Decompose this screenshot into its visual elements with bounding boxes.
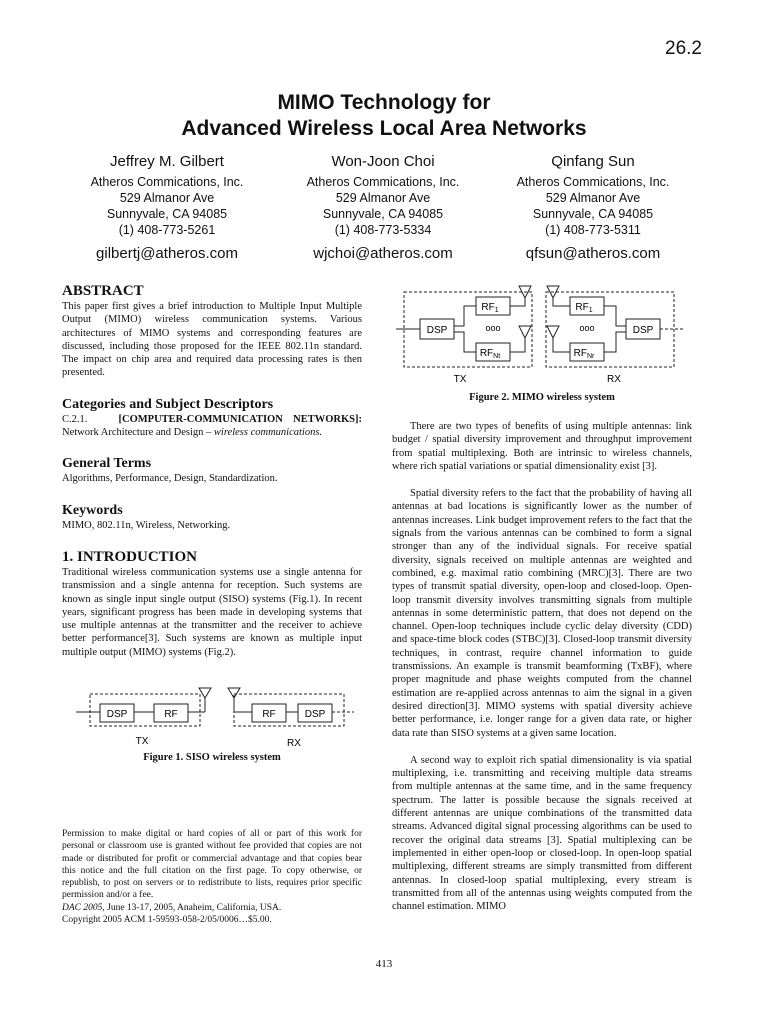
tx-link-top — [454, 306, 476, 326]
author-city: Sunnyvale, CA 94085 — [322, 207, 444, 221]
author-email[interactable]: qfsun@atheros.com — [525, 245, 661, 262]
category-subject-italic: wireless communications. — [213, 427, 323, 439]
figure1-caption: Figure 1. SISO wireless system — [143, 752, 281, 763]
permission-block — [62, 828, 362, 926]
body-paragraph-1: There are two types of benefits of using multiple antennas: link budget / spatial diversity improvement and throughput improvement from spatial multiplexing. Both are intrinsic to wireless channels, where rich spatial variations or spatial dimensionality exist [3]. — [392, 421, 692, 472]
conference-name: DAC 2005, — [62, 902, 105, 913]
mimo-figure — [392, 282, 692, 392]
rx-link-top — [604, 306, 626, 326]
tx-feed-bottom — [510, 338, 525, 352]
author-affiliation: Atheros Commications, Inc. — [516, 175, 670, 189]
general-terms-text: Algorithms, Performance, Design, Standardization. — [62, 473, 278, 485]
categories-line-1 — [62, 413, 362, 426]
rx-rfn-label: $RF_{Nr}$ — [573, 348, 595, 360]
category-subject: Network Architecture and Design – — [62, 427, 214, 439]
rx-label: RX — [607, 374, 621, 385]
author-email[interactable]: wjchoi@atheros.com — [313, 245, 453, 262]
author-name: Qinfang Sun — [551, 153, 635, 170]
author-block-1 — [52, 152, 282, 264]
title-line-1: MIMO Technology for — [277, 91, 491, 114]
tx-rfn-label: $RF_{Nt}$ — [479, 348, 501, 360]
author-city: Sunnyvale, CA 94085 — [106, 207, 228, 221]
author-phone: (1) 408-773-5334 — [334, 223, 432, 237]
category-code: C.2.1. — [62, 413, 88, 425]
author-street: 529 Almanor Ave — [545, 191, 641, 205]
introduction-heading: 1. INTRODUCTION — [62, 548, 198, 565]
tx-rf-label: RF — [164, 709, 178, 720]
tx-rf1-label: $RF_1$ — [481, 302, 499, 314]
rx-label: RX — [287, 738, 301, 749]
categories-heading: Categories and Subject Descriptors — [62, 396, 274, 412]
rx-rf-ellipsis: ooo — [579, 323, 595, 333]
author-street: 529 Almanor Ave — [335, 191, 431, 205]
author-name: Won-Joon Choi — [331, 153, 435, 170]
tx-label: TX — [453, 374, 467, 385]
tx-rf-ellipsis: ooo — [485, 323, 501, 333]
title-line-2: Advanced Wireless Local Area Networks — [181, 117, 587, 140]
author-affiliation: Atheros Commications, Inc. — [306, 175, 460, 189]
conference-line — [62, 902, 362, 914]
author-phone: (1) 408-773-5311 — [545, 223, 641, 237]
rx-dsp-label: DSP — [632, 325, 654, 336]
author-phone: (1) 408-773-5261 — [118, 223, 216, 237]
keywords-text: MIMO, 802.11n, Wireless, Networking. — [62, 519, 231, 531]
page-number: 413 — [375, 958, 393, 970]
author-block-2 — [268, 152, 498, 264]
figure2-caption: Figure 2. MIMO wireless system — [469, 392, 615, 403]
introduction-text: Traditional wireless communication systems use a single antenna for transmission and a single antenna for reception. Such systems are known as single input single output (SISO) systems (Fig.1). In recent years, significant progress has been made in developing systems that use multiple antennas at the transmitter and the receiver to achieve better performance[3]. Such systems are known as multiple input multiple output (MIMO) systems (Fig.2). — [62, 566, 362, 658]
left-column — [62, 282, 362, 659]
body-paragraph-3: A second way to exploit rich spatial dimensionality is via spatial multiplexing, i.e. transmitting and receiving multiple data streams from multiple antennas at the same time, and in the same frequency spectrum. The latter is possible because the signals received at different antennas are unique combinations of the transmitted data streams. Advanced digital signal processing algorithms can be used to recover the original data streams [3]. Spatial multiplexing can be implemented in either open-loop or closed-loop. In open-loop spatial multiplexing, different streams are simply transmitted from different antennas. In closed-loop spatial multiplexing, every stream is transmitted from all of the antennas using weights computed from the channel estimation. MIMO — [392, 754, 692, 913]
tx-antenna-icon — [199, 688, 211, 698]
rx-antenna-n-icon — [547, 326, 559, 338]
rx-feed-top — [553, 298, 570, 306]
author-email[interactable]: gilbertj@atheros.com — [96, 245, 238, 262]
conference-details: June 13-17, 2005, Anaheim, California, USA. — [104, 902, 282, 913]
tx-dsp-label: DSP — [426, 325, 448, 336]
rx-rf-label: RF — [262, 709, 276, 720]
rx-feed-bottom — [553, 338, 570, 352]
rx-link-bottom — [604, 332, 626, 352]
right-column — [392, 420, 692, 913]
tx-feed-top — [510, 298, 525, 306]
copyright-line: Copyright 2005 ACM 1-59593-058-2/05/0006…$5.00. — [62, 915, 272, 926]
paper-title — [0, 90, 768, 142]
keywords-heading: Keywords — [62, 502, 123, 518]
body-paragraph-2: Spatial diversity refers to the fact that the probability of having all antennas at bad locations is significantly lower as the number of antennas increases. Link budget improvement refers to the fact that the signals from the various antennas can be combined to form a signal stronger than any of the individual signals. For receive spatial diversity, signals received on multiple antennas are weighted and combined, e.g. maximal ratio combining (MRC)[3]. There are two types of transmit spatial diversity, open-loop and closed-loop. Open-loop transmit diversity involves transmitting signals from multiple antennas in some deterministic pattern, that does not depend on the channel. Open-loop techniques include cyclic delay diversity (CDD) and space-time block codes (STBC)[3]. Closed-loop transmit diversity techniques, in contrast, require channel information to guide transmissions. An example is transmit beamforming (TxBF), where proper magnitude and phase weights computed from the channel estimation are re-applied across antennas to aim the signal in a given desired direction[3]. MIMO systems with spatial diversity achieve better performance, i.e. longer range for a given data rate, or higher data rate than SISO systems at a given same location. — [392, 488, 692, 739]
session-number: 26.2 — [665, 38, 702, 59]
rx-dsp-label: DSP — [304, 709, 326, 720]
category-name: [COMPUTER-COMMUNICATION NETWORKS]: — [118, 413, 362, 425]
author-city: Sunnyvale, CA 94085 — [532, 207, 654, 221]
abstract-text: This paper first gives a brief introduction to Multiple Input Multiple Output (MIMO) wireless communication systems. Various architectures of MIMO systems and corresponding features are discussed, including those proposed for the IEEE 802.11n standard. The impact on chip area and required data processing rates is then presented. — [62, 301, 362, 379]
general-terms-heading: General Terms — [62, 456, 152, 472]
tx-link-bottom — [454, 332, 476, 352]
abstract-heading: ABSTRACT — [62, 283, 144, 299]
tx-antenna-n-icon — [519, 326, 531, 338]
permission-text: Permission to make digital or hard copies of all or part of this work for personal or classroom use is granted without fee provided that copies are not made or distributed for profit or commercial advantage and that copies bear this notice and the full citation on the first page. To copy otherwise, or republish, to post on servers or to redistribute to lists, requires prior specific permission and/or a fee. — [62, 829, 362, 901]
rx-rf1-label: $RF_1$ — [575, 302, 593, 314]
author-block-3 — [478, 152, 708, 264]
tx-label: TX — [135, 736, 149, 747]
author-affiliation: Atheros Commications, Inc. — [90, 175, 244, 189]
author-street: 529 Almanor Ave — [119, 191, 215, 205]
tx-dsp-label: DSP — [106, 709, 128, 720]
author-name: Jeffrey M. Gilbert — [110, 153, 224, 170]
categories-line-2 — [62, 426, 362, 439]
